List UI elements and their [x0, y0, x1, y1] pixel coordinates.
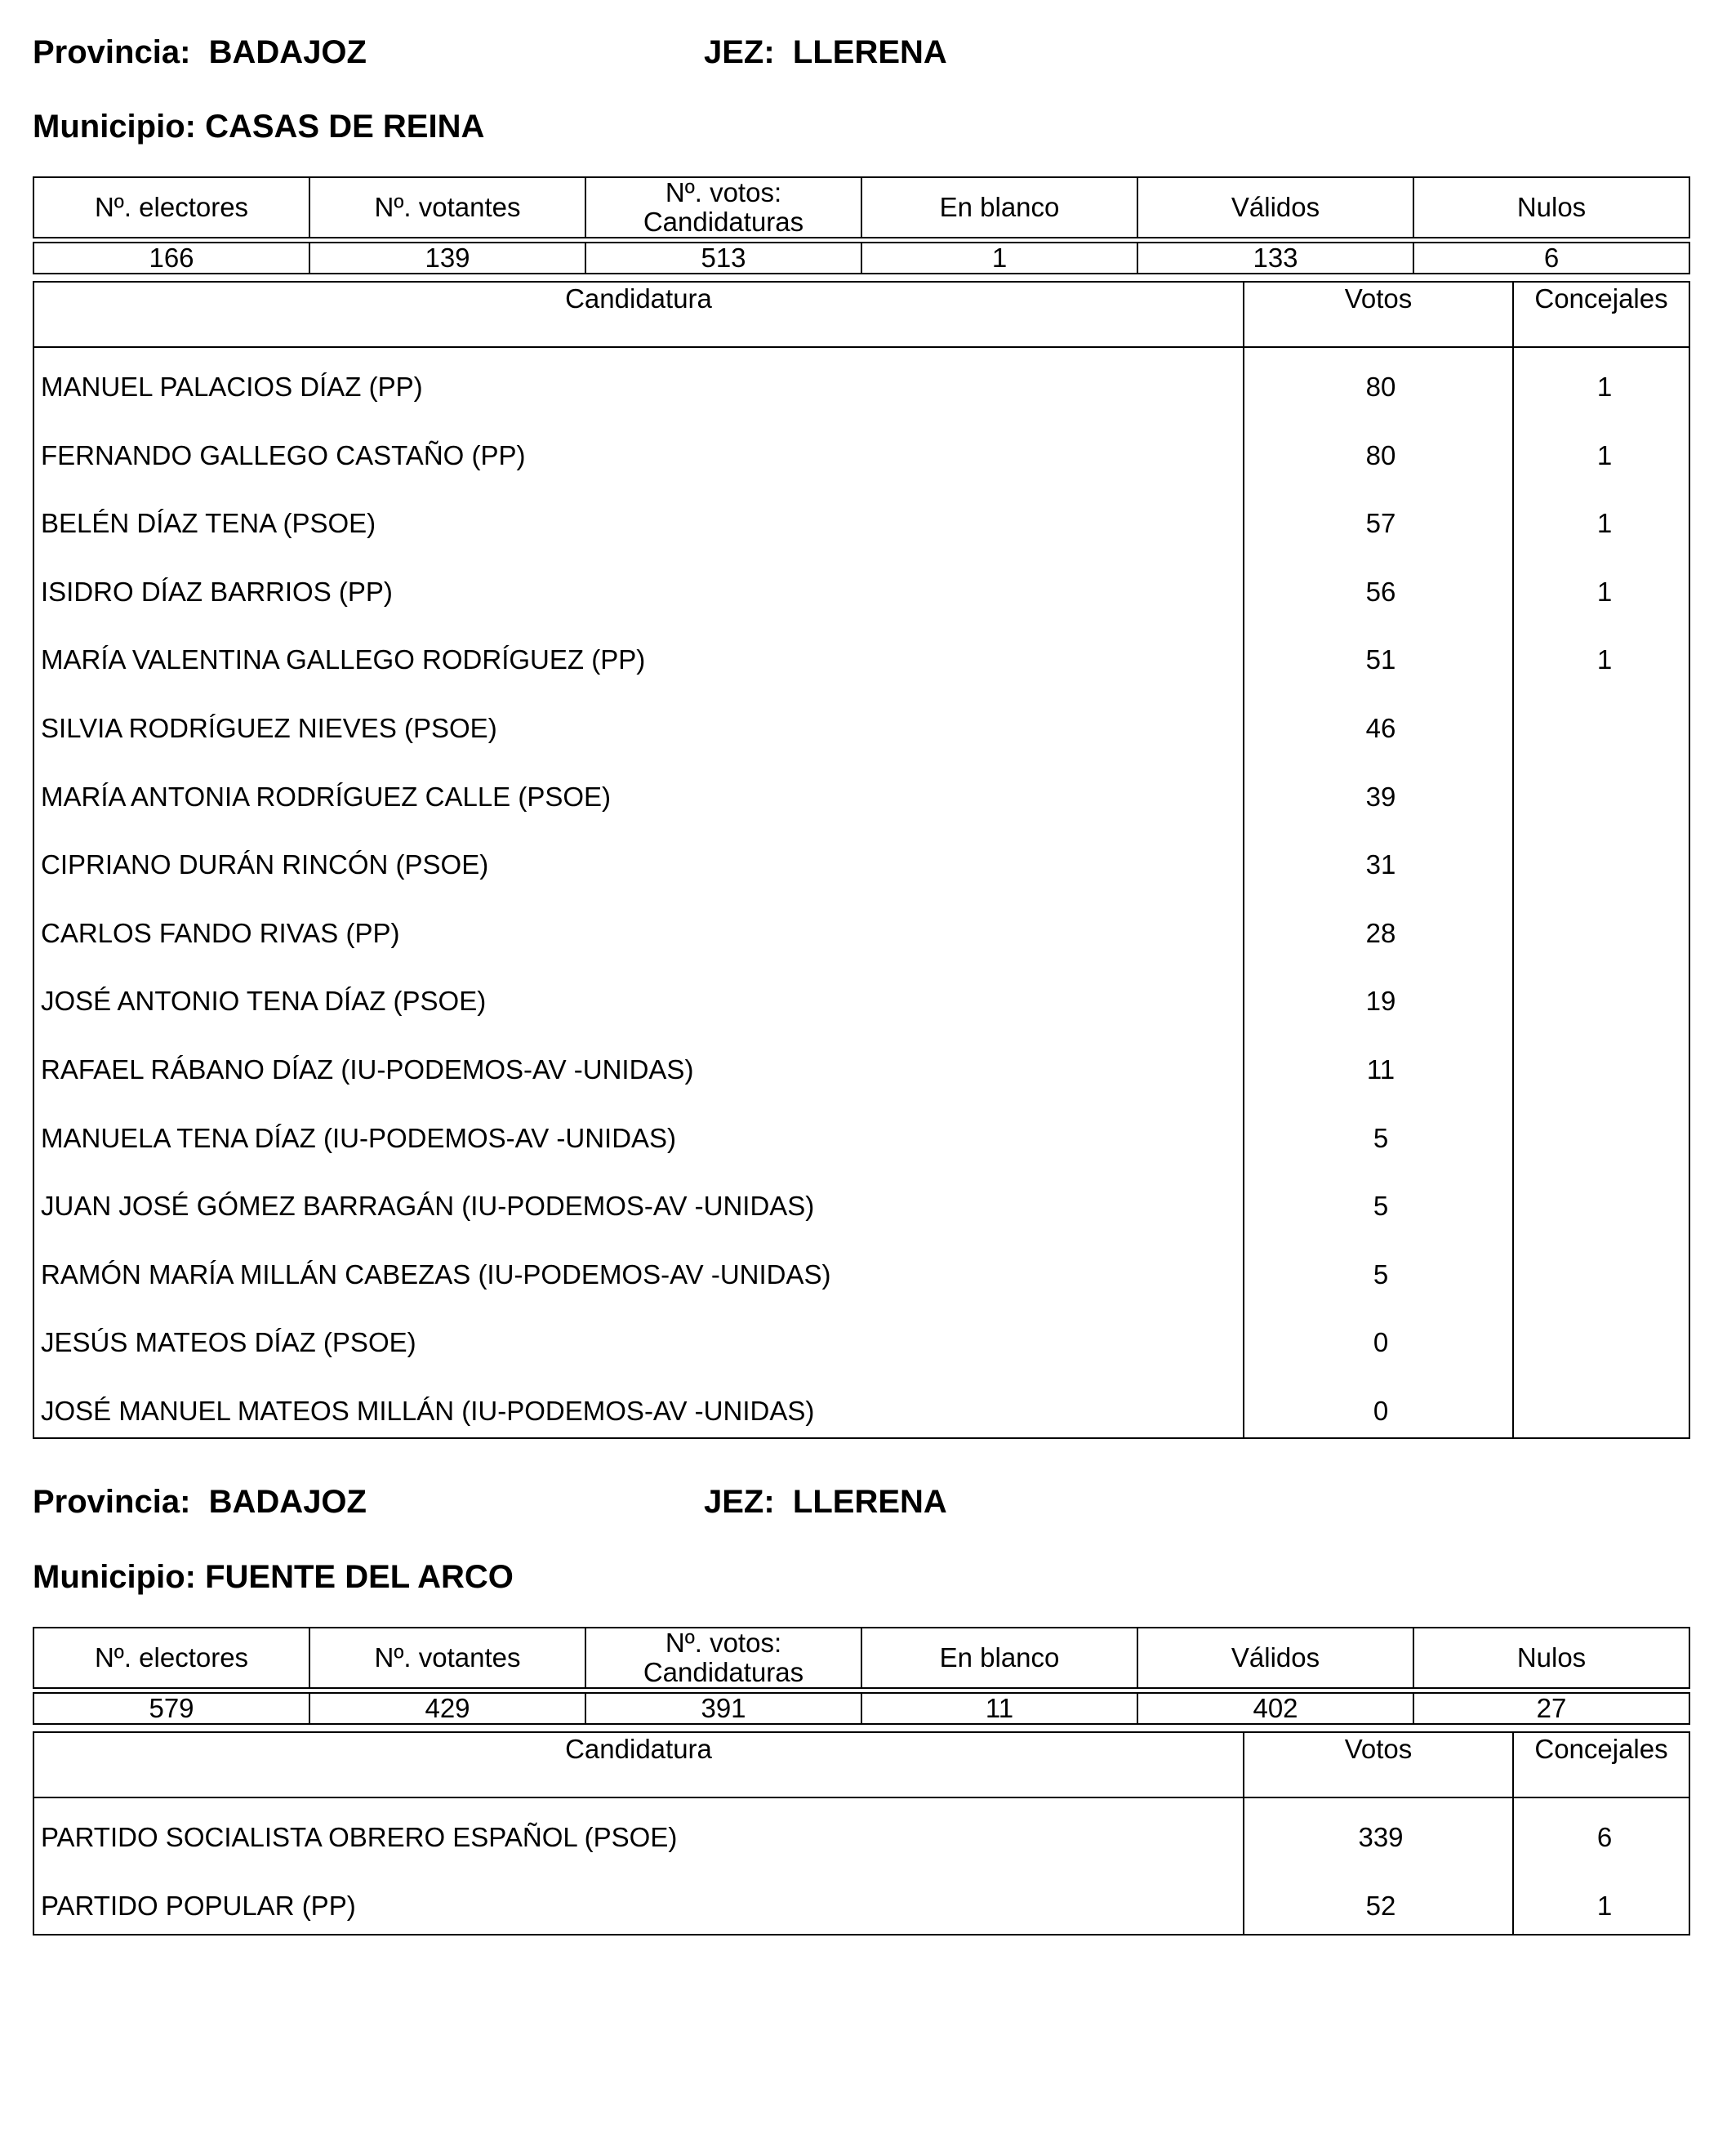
summary-header-cell: Válidos [1137, 177, 1413, 238]
candidate-names-column [34, 1798, 1244, 1936]
candidate-votes: 28 [1365, 917, 1396, 948]
candidate-councillors [1514, 842, 1689, 911]
municipio-label: Municipio: [33, 1559, 196, 1595]
candidate-councillors [1514, 911, 1689, 979]
candidate-councillors: 1 [1596, 644, 1613, 675]
summary-value-cell: 139 [309, 243, 585, 274]
candidate-votes: 51 [1365, 644, 1396, 675]
candidate-votes: 80 [1365, 439, 1396, 470]
summary-value-row [33, 243, 1689, 274]
summary-value-cell: 27 [1413, 1693, 1689, 1724]
candidate-votes: 0 [1373, 1395, 1389, 1426]
candidates-header-name: Candidatura [34, 283, 1244, 346]
candidate-councillors [1514, 978, 1689, 1047]
candidate-votes-column [1244, 348, 1514, 1439]
candidate-councillors [1514, 1047, 1689, 1116]
candidate-name: RAMÓN MARÍA MILLÁN CABEZAS (IU-PODEMOS-AV -UNIDAS) [41, 1258, 831, 1290]
candidate-votes: 0 [1373, 1327, 1389, 1358]
candidate-councillors [1514, 1320, 1689, 1388]
jez-label: JEZ: [704, 1484, 775, 1520]
summary-header-cell: En blanco [861, 177, 1137, 238]
candidate-votes: 39 [1365, 781, 1396, 812]
summary-header-cell: En blanco [861, 1628, 1137, 1688]
summary-value-cell: 133 [1137, 243, 1413, 274]
jez-heading [704, 36, 947, 69]
jez-value: LLERENA [792, 1484, 947, 1520]
summary-value-cell: 1 [861, 243, 1137, 274]
provincia-label: Provincia: [33, 34, 191, 70]
candidate-councillors-column [1514, 348, 1689, 1439]
candidates-header-councillors: Concejales [1534, 283, 1668, 314]
candidate-votes: 57 [1365, 508, 1396, 539]
candidate-votes: 5 [1373, 1191, 1389, 1222]
summary-header-row [33, 1628, 1689, 1688]
candidates-header-votes: Votos [1244, 1733, 1514, 1797]
summary-table [33, 176, 1690, 274]
candidate-name: RAFAEL RÁBANO DÍAZ (IU-PODEMOS-AV -UNIDAS) [41, 1054, 694, 1085]
municipio-value: CASAS DE REINA [205, 109, 485, 145]
summary-value-cell: 429 [309, 1693, 585, 1724]
candidate-councillors: 1 [1596, 576, 1613, 607]
candidate-votes: 339 [1358, 1822, 1404, 1852]
candidate-councillors [1514, 1116, 1689, 1184]
candidate-votes: 31 [1365, 849, 1396, 880]
candidates-table [33, 281, 1690, 1439]
provincia-heading [33, 1486, 367, 1518]
candidates-table [33, 1731, 1690, 1936]
candidate-name: MARÍA ANTONIA RODRÍGUEZ CALLE (PSOE) [41, 781, 612, 812]
candidate-names-column [34, 348, 1244, 1439]
candidate-name: MANUELA TENA DÍAZ (IU-PODEMOS-AV -UNIDAS) [41, 1122, 677, 1153]
candidates-header-councillors: Concejales [1534, 1734, 1668, 1764]
candidate-votes: 80 [1365, 372, 1396, 402]
candidate-councillors [1514, 1388, 1689, 1457]
provincia-value: BADAJOZ [208, 34, 367, 70]
summary-value-cell: 6 [1413, 243, 1689, 274]
provincia-heading [33, 36, 367, 69]
candidate-votes: 46 [1365, 712, 1396, 743]
candidate-councillors-column [1514, 1798, 1689, 1936]
summary-value-cell: 513 [585, 243, 861, 274]
candidate-name: MARÍA VALENTINA GALLEGO RODRÍGUEZ (PP) [41, 644, 646, 675]
summary-header-cell: Nº. votos: Candidaturas [585, 177, 861, 238]
candidate-name: PARTIDO SOCIALISTA OBRERO ESPAÑOL (PSOE) [41, 1822, 678, 1852]
summary-table [33, 1627, 1690, 1725]
summary-header-cell: Nulos [1413, 177, 1689, 238]
summary-header-row [33, 177, 1689, 238]
candidate-name: JOSÉ MANUEL MATEOS MILLÁN (IU-PODEMOS-AV -UNIDAS) [41, 1395, 815, 1426]
candidate-name: JUAN JOSÉ GÓMEZ BARRAGÁN (IU-PODEMOS-AV -UNIDAS) [41, 1191, 815, 1222]
municipio-label: Municipio: [33, 109, 196, 145]
summary-value-cell: 11 [861, 1693, 1137, 1724]
municipio-heading [33, 1561, 514, 1593]
summary-header-cell: Nº. votos: Candidaturas [585, 1628, 861, 1688]
candidate-name: CIPRIANO DURÁN RINCÓN (PSOE) [41, 849, 489, 880]
candidates-body [34, 1798, 1689, 1936]
candidate-votes: 11 [1366, 1054, 1395, 1085]
candidate-councillors [1514, 706, 1689, 774]
summary-value-cell: 166 [33, 243, 309, 274]
candidate-votes: 19 [1365, 986, 1396, 1017]
jez-label: JEZ: [704, 34, 775, 70]
summary-header-cell: Válidos [1137, 1628, 1413, 1688]
candidate-name: SILVIA RODRÍGUEZ NIEVES (PSOE) [41, 712, 497, 743]
candidate-votes-column [1244, 1798, 1514, 1936]
candidates-header-votes: Votos [1244, 283, 1514, 346]
candidates-header-row [34, 283, 1689, 348]
candidate-name: FERNANDO GALLEGO CASTAÑO (PP) [41, 439, 526, 470]
jez-value: LLERENA [792, 34, 947, 70]
summary-value-cell: 391 [585, 1693, 861, 1724]
candidate-name: ISIDRO DÍAZ BARRIOS (PP) [41, 576, 393, 607]
candidate-councillors: 6 [1596, 1822, 1613, 1852]
candidates-header-name: Candidatura [34, 1733, 1244, 1797]
provincia-value: BADAJOZ [208, 1484, 367, 1520]
provincia-label: Provincia: [33, 1484, 191, 1520]
candidates-header-row [34, 1733, 1689, 1798]
candidate-councillors: 1 [1596, 508, 1613, 539]
candidate-name: BELÉN DÍAZ TENA (PSOE) [41, 508, 376, 539]
candidate-councillors [1514, 1252, 1689, 1321]
summary-header-cell: Nº. electores [33, 177, 309, 238]
candidate-name: PARTIDO POPULAR (PP) [41, 1890, 356, 1921]
candidate-councillors: 1 [1596, 439, 1613, 470]
candidate-councillors: 1 [1596, 1890, 1613, 1921]
summary-header-cell: Nº. votantes [309, 177, 585, 238]
candidate-votes: 5 [1373, 1122, 1389, 1153]
summary-value-row [33, 1693, 1689, 1724]
summary-value-cell: 579 [33, 1693, 309, 1724]
summary-header-cell: Nº. electores [33, 1628, 309, 1688]
candidate-votes: 56 [1365, 576, 1396, 607]
jez-heading [704, 1486, 947, 1518]
municipio-heading [33, 110, 484, 143]
candidate-name: JESÚS MATEOS DÍAZ (PSOE) [41, 1327, 416, 1358]
candidate-councillors: 1 [1596, 372, 1613, 402]
candidates-body [34, 348, 1689, 1439]
summary-value-cell: 402 [1137, 1693, 1413, 1724]
candidate-name: CARLOS FANDO RIVAS (PP) [41, 917, 400, 948]
candidate-name: JOSÉ ANTONIO TENA DÍAZ (PSOE) [41, 986, 487, 1017]
candidate-councillors [1514, 1183, 1689, 1252]
candidate-votes: 52 [1365, 1890, 1396, 1921]
candidate-votes: 5 [1373, 1258, 1389, 1290]
summary-header-cell: Nº. votantes [309, 1628, 585, 1688]
municipio-value: FUENTE DEL ARCO [205, 1559, 514, 1595]
candidate-name: MANUEL PALACIOS DÍAZ (PP) [41, 372, 423, 402]
summary-header-cell: Nulos [1413, 1628, 1689, 1688]
candidate-councillors [1514, 774, 1689, 843]
